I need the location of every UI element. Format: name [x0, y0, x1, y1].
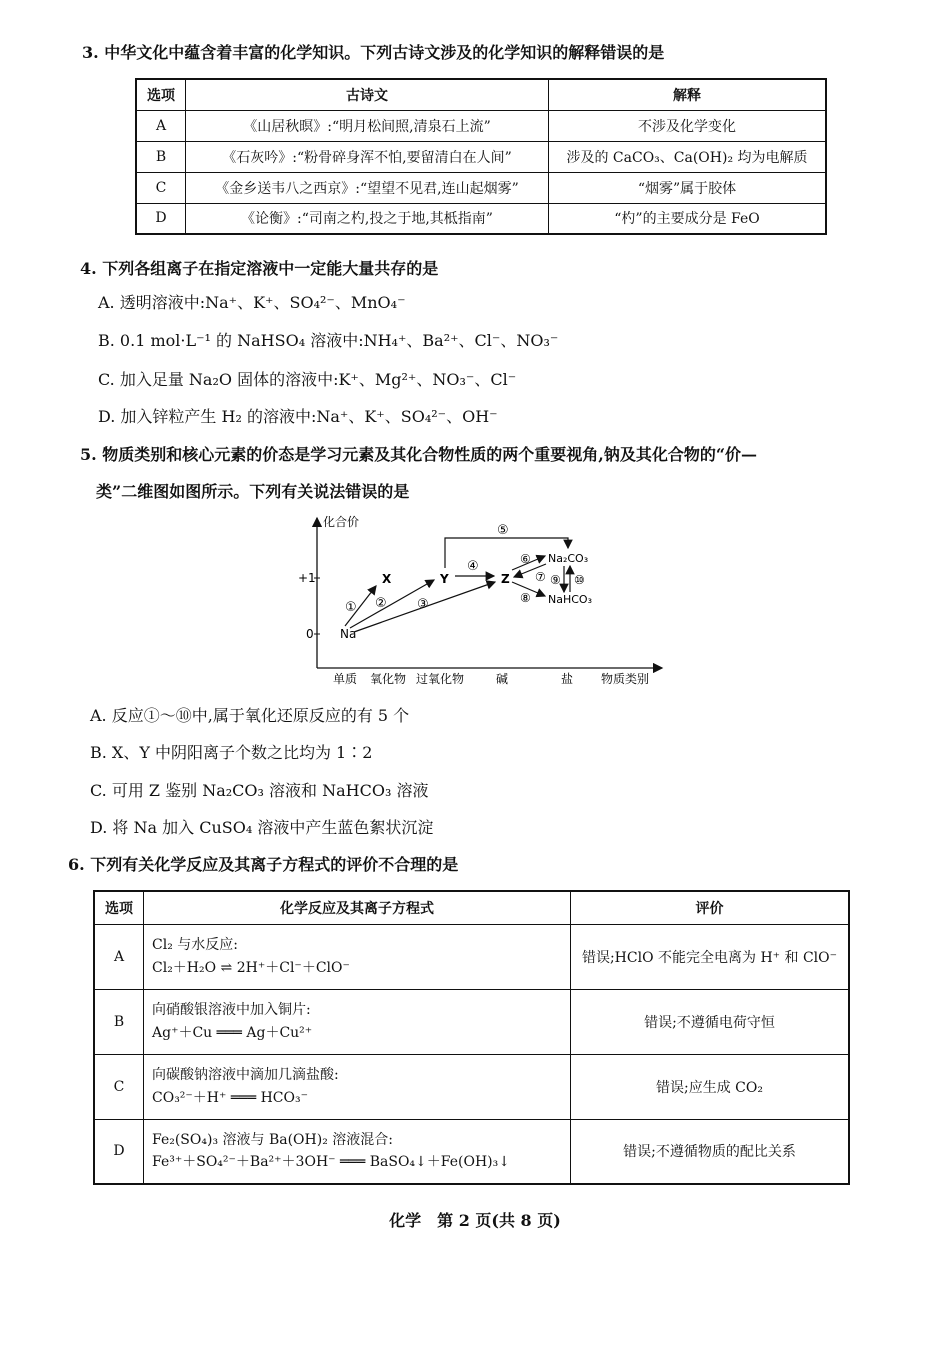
q3-cell: 不涉及化学变化: [549, 110, 827, 141]
q5-option-b: B. X、Y 中阴阳离子个数之比均为 1∶2: [90, 743, 373, 762]
reaction-equation: Fe³⁺＋SO₄²⁻＋Ba²⁺＋3OH⁻ ═══ BaSO₄↓＋Fe(OH)₃↓: [152, 1154, 510, 1171]
q4-option-b: B. 0.1 mol·L⁻¹ 的 NaHSO₄ 溶液中:NH₄⁺、Ba²⁺、Cl⁻、NO₃⁻: [98, 331, 559, 350]
q3-cell: “烟雾”属于胶体: [549, 172, 827, 203]
q3-cell: D: [136, 203, 186, 234]
page-footer: 化学 第 2 页(共 8 页): [389, 1211, 561, 1230]
q3-title: 3. 中华文化中蕴含着丰富的化学知识。下列古诗文涉及的化学知识的解释错误的是: [82, 43, 665, 62]
reaction-2: ②: [375, 596, 387, 611]
q5-title-line1: 5. 物质类别和核心元素的价态是学习元素及其化合物性质的两个重要视角,钠及其化合物的“价—: [80, 445, 758, 464]
q3-header-poem: 古诗文: [186, 79, 549, 110]
reaction-desc: Fe₂(SO₄)₃ 溶液与 Ba(OH)₂ 溶液混合:: [152, 1131, 393, 1148]
q6-header-option: 选项: [94, 891, 144, 924]
q3-cell: 涉及的 CaCO₃、Ca(OH)₂ 均为电解质: [549, 141, 827, 172]
node-z: Z: [501, 572, 510, 586]
q3-cell: 《石灰吟》:“粉骨碎身浑不怕,要留清白在人间”: [186, 141, 549, 172]
y-tick-plus1: +1: [298, 571, 316, 585]
y-tick-zero: 0: [306, 627, 314, 641]
reaction-9: ⑨: [550, 573, 561, 587]
reaction-3: ③: [417, 597, 429, 612]
q6-evaluation-cell: 错误;应生成 CO₂: [571, 1054, 850, 1119]
reaction-4: ④: [467, 559, 479, 574]
reaction-desc: 向碳酸钠溶液中滴加几滴盐酸:: [152, 1067, 339, 1084]
node-na2co3: Na₂CO₃: [548, 552, 589, 565]
table-row: [136, 172, 826, 203]
table-row: [94, 989, 849, 1054]
q3-cell: 《论衡》:“司南之杓,投之于地,其柢指南”: [186, 203, 549, 234]
q4-option-c: C. 加入足量 Na₂O 固体的溶液中:K⁺、Mg²⁺、NO₃⁻、Cl⁻: [98, 370, 517, 389]
q5-option-c: C. 可用 Z 鉴别 Na₂CO₃ 溶液和 NaHCO₃ 溶液: [90, 781, 429, 800]
reaction-1: ①: [345, 600, 357, 615]
q5-title-line2: 类”二维图如图所示。下列有关说法错误的是: [96, 482, 410, 501]
node-y: Y: [440, 572, 449, 586]
reaction-7: ⑦: [535, 570, 546, 584]
q6-title: 6. 下列有关化学反应及其离子方程式的评价不合理的是: [68, 855, 459, 874]
q4-option-d: D. 加入锌粒产生 H₂ 的溶液中:Na⁺、K⁺、SO₄²⁻、OH⁻: [98, 407, 498, 426]
reaction-5: ⑤: [497, 523, 509, 538]
q6-header-reaction: 化学反应及其离子方程式: [144, 891, 571, 924]
q6-reaction-cell: [144, 989, 571, 1054]
q6-reaction-cell: [144, 924, 571, 989]
q5-option-a: A. 反应①～⑩中,属于氧化还原反应的有 5 个: [90, 706, 410, 725]
table-row: [94, 1119, 849, 1184]
q3-header-explain: 解释: [549, 79, 827, 110]
reaction-equation: Cl₂＋H₂O ⇌ 2H⁺＋Cl⁻＋ClO⁻: [152, 959, 350, 976]
table-row: [136, 141, 826, 172]
x-tick-peroxide: 过氧化物: [416, 672, 465, 686]
q3-cell: B: [136, 141, 186, 172]
q6-table: [93, 890, 850, 1185]
valence-class-diagram: [290, 508, 670, 690]
node-x: X: [382, 572, 392, 586]
table-row: [136, 203, 826, 234]
q3-cell: C: [136, 172, 186, 203]
q6-reaction-cell: [144, 1119, 571, 1184]
q6-header-evaluation: 评价: [571, 891, 850, 924]
x-tick-oxide: 氧化物: [370, 672, 407, 686]
reaction-desc: Cl₂ 与水反应:: [152, 937, 238, 954]
node-nahco3: NaHCO₃: [548, 593, 592, 606]
reaction-6: ⑥: [520, 552, 531, 566]
q3-cell: 《山居秋暝》:“明月松间照,清泉石上流”: [186, 110, 549, 141]
q5-option-d: D. 将 Na 加入 CuSO₄ 溶液中产生蓝色絮状沉淀: [90, 818, 434, 837]
q6-option-cell: C: [94, 1054, 144, 1119]
table-row: [94, 1054, 849, 1119]
q6-evaluation-cell: 错误;不遵循物质的配比关系: [571, 1119, 850, 1184]
reaction-equation: CO₃²⁻＋H⁺ ═══ HCO₃⁻: [152, 1089, 308, 1106]
node-na: Na: [340, 627, 357, 641]
q6-evaluation-cell: 错误;不遵循电荷守恒: [571, 989, 850, 1054]
q6-option-cell: D: [94, 1119, 144, 1184]
q3-header-option: 选项: [136, 79, 186, 110]
q6-option-cell: B: [94, 989, 144, 1054]
x-tick-salt: 盐: [561, 672, 574, 686]
q3-cell: “杓”的主要成分是 FeO: [549, 203, 827, 234]
q6-reaction-cell: [144, 1054, 571, 1119]
reaction-8: ⑧: [520, 591, 531, 605]
q6-evaluation-cell: 错误;HClO 不能完全电离为 H⁺ 和 ClO⁻: [571, 924, 850, 989]
q3-cell: 《金乡送韦八之西京》:“望望不见君,连山起烟雾”: [186, 172, 549, 203]
y-axis-label: 化合价: [323, 515, 360, 529]
q3-cell: A: [136, 110, 186, 141]
q3-table: [135, 78, 827, 235]
x-tick-element: 单质: [333, 672, 358, 686]
reaction-10: ⑩: [574, 573, 585, 587]
reaction-desc: 向硝酸银溶液中加入铜片:: [152, 1002, 311, 1019]
q4-option-a: A. 透明溶液中:Na⁺、K⁺、SO₄²⁻、MnO₄⁻: [98, 293, 406, 312]
q4-title: 4. 下列各组离子在指定溶液中一定能大量共存的是: [80, 259, 439, 278]
table-row: [136, 110, 826, 141]
x-tick-base: 碱: [496, 672, 509, 686]
x-axis-label: 物质类别: [601, 672, 650, 686]
q6-option-cell: A: [94, 924, 144, 989]
table-row: [94, 924, 849, 989]
reaction-equation: Ag⁺＋Cu ═══ Ag＋Cu²⁺: [152, 1024, 313, 1041]
